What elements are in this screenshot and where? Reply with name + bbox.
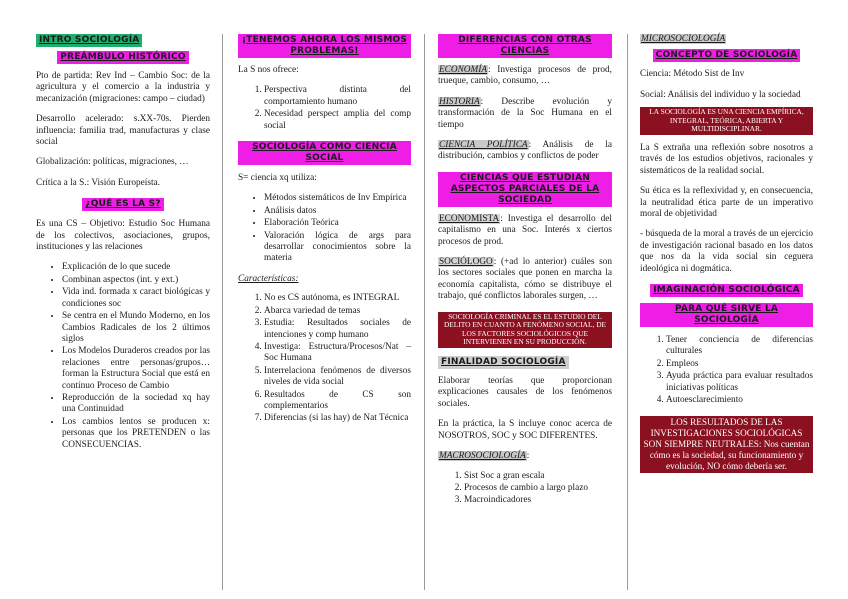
- column-divider: [222, 34, 223, 590]
- label-macrosociologia: MACROSOCIOLOGÍA: [439, 451, 526, 462]
- heading-para-que-sirve: PARA QUÉ SIRVE LA SOCIOLOGÍA: [640, 303, 813, 327]
- paragraph: S= ciencia xq utiliza:: [238, 173, 317, 184]
- text-sociologo: : (+ad lo anterior) cuáles son los sectores sociales que ponen en marcha la economía capitalista, cómo se distribuye el trabajo, qué conflictos laborales surgen, …: [438, 257, 612, 302]
- list-item: • Métodos sistemáticos de Inv Empírica: [264, 193, 411, 204]
- paragraph: La S extraña una reflexión sobre nosotros a través de los estudios objetivos, racionales y sistemáticos de la realidad social.: [640, 143, 813, 176]
- paragraph: Pto de partida: Rev Ind – Cambio Soc: de la agricultura y el comercio a la industria y mecanización (migraciones: campo – ciudad): [36, 71, 210, 104]
- paragraph: Es una CS – Objetivo: Estudio Soc Humana de los colectivos, asociaciones, grupos, instituciones y las relaciones: [36, 219, 210, 253]
- list-item: • Elaboración Teórica: [264, 218, 411, 229]
- list-item: • Reproducción de la sociedad xq hay una Continuidad: [62, 393, 210, 416]
- highlight-box-criminal: SOCIOLOGÍA CRIMINAL ES EL ESTUDIO DEL DELITO EN CUANTO A FENÓMENO SOCIAL, DE LOS FACTORES SOCIOLÓGICOS QUE INTERVIENEN EN SU PRODUCCIÓN.: [438, 312, 612, 348]
- list-item: 2. Abarca variedad de temas: [264, 306, 411, 317]
- heading-imaginacion: IMAGINACIÓN SOCIOLÓGICA: [650, 284, 802, 297]
- numbered-list: [238, 293, 411, 424]
- paragraph: Su ética es la reflexividad y, en consecuencia, la neutralidad ética parte de un imperativo moral de objetividad: [640, 186, 813, 220]
- list-item: 1. No es CS autónoma, es INTEGRAL: [264, 293, 411, 304]
- text-politica: : Análisis de la distribución, cambios y conflictos de poder: [438, 140, 612, 162]
- column-2: [238, 34, 411, 434]
- text-macro-colon: :: [526, 451, 530, 462]
- list-item: • Análisis datos: [264, 206, 411, 217]
- paragraph: La S nos ofrece:: [238, 65, 299, 75]
- label-historia: HISTORIA: [439, 96, 480, 107]
- list-item: 1. Tener conciencia de diferencias culturales: [666, 335, 813, 358]
- column-divider: [627, 34, 628, 590]
- list-item: • Los Modelos Duraderos creados por las relaciones entre personas/grupos… forman la Estructura Social que está en contínuo Proceso de Cambio: [62, 346, 210, 392]
- list-item: • Valoración lógica de args para desarrollar conocimientos sobre la materia: [264, 231, 411, 265]
- list-item: 1. Sist Soc a gran escala: [464, 471, 612, 482]
- paragraph: Globalización: políticas, migraciones, …: [36, 157, 189, 168]
- list-item: 2. Empleos: [666, 359, 813, 370]
- text-economista: : Investiga el desarrollo del capitalismo en una Soc. Interés x ciertos procesos de prod.: [438, 213, 612, 247]
- paragraph: - búsqueda de la moral a través de un ejercicio de investigación racional basado en los datos que nos da la vida social sin ceguera ideológica ni dogmática.: [640, 229, 813, 274]
- paragraph: Desarrollo acelerado: s.XX-70s. Pierden influencia: familia trad, manufacturas y clase social: [36, 114, 210, 148]
- paragraph: Ciencia: Método Sist de Inv: [640, 69, 745, 80]
- text-resultados-caps: LOS RESULTADOS DE LAS INVESTIGACIONES SOCIOLÓGICAS SON SIEMPRE NEUTRALES:: [643, 416, 803, 449]
- list-item: 3. Estudia: Resultados sociales de intenciones y comp humano: [264, 318, 411, 341]
- heading-finalidad: FINALIDAD SOCIOLOGÍA: [438, 356, 569, 369]
- paragraph: Social: Análisis del individuo y la sociedad: [640, 89, 801, 100]
- list-item: 4. Autoesclarecimiento: [666, 395, 813, 406]
- paragraph: Elaborar teorías que proporcionan explicaciones causales de los fenómenos sociales.: [438, 376, 612, 409]
- list-item: 6. Resultados de CS son complementarios: [264, 390, 411, 413]
- list-item: • Vida ind. formada x caract biológicas y condiciones soc: [62, 287, 210, 310]
- heading-diferencias: DIFERENCIAS CON OTRAS CIENCIAS: [438, 34, 612, 58]
- heading-ciencias-parciales: CIENCIAS QUE ESTUDIAN ASPECTOS PARCIALES DE LA SOCIEDAD: [438, 172, 612, 207]
- label-economista: ECONOMISTA: [439, 213, 500, 224]
- highlight-box-definicion: LA SOCIOLOGÍA ES UNA CIENCIA EMPÍRICA, INTEGRAL, TEÓRICA, ABIERTA Y MULTIDISCIPLINAR.: [640, 107, 813, 135]
- list-item: 1. Perspectiva distinta del comportamiento humano: [264, 85, 411, 108]
- list-item: 4. Investiga: Estructura/Procesos/Nat – Soc Humana: [264, 342, 411, 365]
- list-item: 3. Ayuda práctica para evaluar resultados iniciativas políticas: [666, 371, 813, 394]
- highlight-box-resultados: [640, 416, 813, 473]
- list-item: • Se centra en el Mundo Moderno, en los Cambios Radicales de los 2 últimos siglos: [62, 311, 210, 345]
- label-politica: CIENCIA POLÍTICA: [439, 140, 528, 151]
- text-historia: : Describe evolución y transformación de la Soc Humana en el tiempo: [438, 96, 612, 130]
- list-item: • Combinan aspectos (int. y ext.): [62, 275, 210, 286]
- column-divider: [424, 34, 425, 590]
- text-resultados-rest: Nos cuentan cómo es la sociedad, su funcionamiento y evolución, NO cómo debería ser.: [649, 438, 810, 471]
- list-item: 2. Necesidad perspect amplia del comp social: [264, 109, 411, 132]
- list-item: • Los cambios lentos se producen x: personas que los PRETENDEN o las CONSECUENCIAS.: [62, 417, 210, 451]
- numbered-list: [640, 335, 813, 406]
- list-item: 7. Diferencias (si las hay) de Nat Técnica: [264, 413, 411, 424]
- label-microsociologia: MICROSOCIOLOGÍA: [641, 34, 726, 44]
- label-economia: ECONOMÍA: [439, 65, 488, 75]
- numbered-list: [438, 471, 612, 507]
- column-1: [36, 34, 210, 460]
- column-4: [640, 34, 813, 481]
- label-sociologo: SOCIÓLOGO: [439, 257, 493, 268]
- list-item: • Explicación de lo que sucede: [62, 262, 210, 273]
- paragraph: Crítica a la S.: Visión Europeísta.: [36, 177, 160, 188]
- column-3: [438, 34, 612, 516]
- heading-concepto: CONCEPTO DE SOCIOLOGÍA: [653, 49, 801, 62]
- list-item: 5. Interrelaciona fenómenos de diversos niveles de vida social: [264, 366, 411, 389]
- label-caracteristicas: Características:: [238, 273, 299, 284]
- heading-ciencia-social: SOCIOLOGÍA COMO CIENCIA SOCIAL: [238, 141, 411, 165]
- bullet-list: [36, 262, 210, 451]
- heading-tenemos: ¡TENEMOS AHORA LOS MISMOS PROBLEMAS!: [238, 34, 411, 58]
- bullet-list: [238, 193, 411, 264]
- heading-que-es: ¿QUÉ ES LA S?: [82, 198, 163, 211]
- heading-intro: INTRO SOCIOLOGÍA: [36, 34, 142, 47]
- text-economia: : Investiga procesos de prod, trueque, cambio, consumo, …: [438, 65, 612, 87]
- list-item: 2. Procesos de cambio a largo plazo: [464, 483, 612, 494]
- list-item: 3. Macroindicadores: [464, 495, 612, 506]
- heading-preambulo: PREÁMBULO HISTÓRICO: [57, 51, 188, 64]
- paragraph: En la práctica, la S incluye conoc acerca de NOSOTROS, SOC y SOC DIFERENTES.: [438, 419, 612, 441]
- numbered-list: [238, 85, 411, 132]
